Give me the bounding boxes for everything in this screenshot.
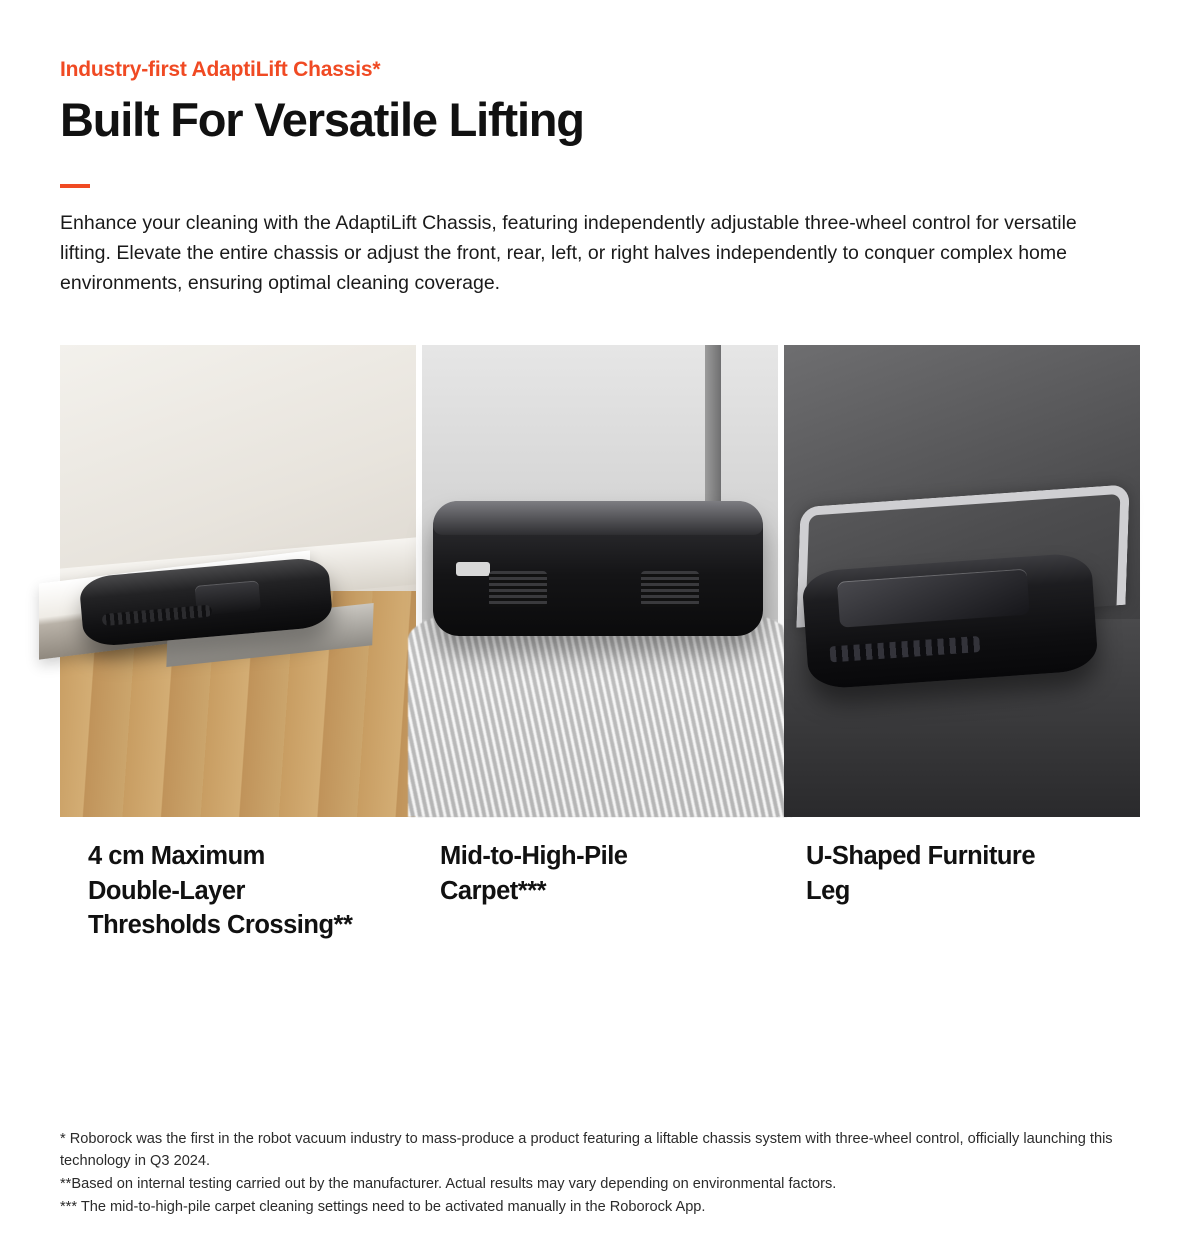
feature-card-list	[60, 345, 1140, 942]
feature-caption: 4 cm Maximum Double-Layer Thresholds Crossing**	[88, 842, 353, 940]
feature-caption: Mid-to-High-Pile Carpet***	[440, 842, 628, 905]
robot-vacuum	[802, 552, 1100, 690]
robot-side-vent	[830, 636, 981, 662]
robot-vent-left	[489, 571, 547, 607]
product-feature-page	[0, 58, 1200, 1258]
page-title: Built For Versatile Lifting	[60, 93, 584, 146]
footnote-3: *** The mid-to-high-pile carpet cleaning settings need to be activated manually in the Roborock App.	[60, 1198, 706, 1215]
feature-caption: U-Shaped Furniture Leg	[806, 842, 1036, 905]
robot-vacuum-on-high-pile-carpet-photo	[422, 345, 778, 817]
robot-brand-badge	[456, 562, 490, 576]
feature-card	[422, 345, 778, 942]
robot-vacuum-crossing-threshold-photo	[60, 345, 416, 817]
intro-paragraph: Enhance your cleaning with the AdaptiLift Chassis, featuring independently adjustable three-wheel control for versatile lifting. Elevate the entire chassis or adjust the front, rear, left, or right halves independently to conquer complex home environments, ensuring optimal cleaning coverage.	[60, 211, 1077, 295]
robot-top-cover	[433, 501, 763, 535]
accent-divider	[60, 184, 90, 188]
feature-card	[60, 345, 416, 942]
robot-vacuum	[433, 501, 763, 636]
eyebrow-label: Industry-first AdaptiLift Chassis*	[60, 58, 381, 81]
robot-top-lid	[837, 569, 1030, 628]
footnotes	[60, 1129, 1140, 1220]
footnote-2: **Based on internal testing carried out by the manufacturer. Actual results may vary depending on environmental factors.	[60, 1175, 837, 1192]
footnote-1: * Roborock was the first in the robot vacuum industry to mass-produce a product featuring a liftable chassis system with three-wheel control, officially launching this technology in Q3 2024.	[60, 1131, 1113, 1169]
feature-card	[784, 345, 1140, 942]
robot-vacuum-under-u-shaped-furniture-leg-photo	[784, 345, 1140, 817]
table-leg	[705, 345, 721, 505]
robot-vent-right	[641, 571, 699, 607]
